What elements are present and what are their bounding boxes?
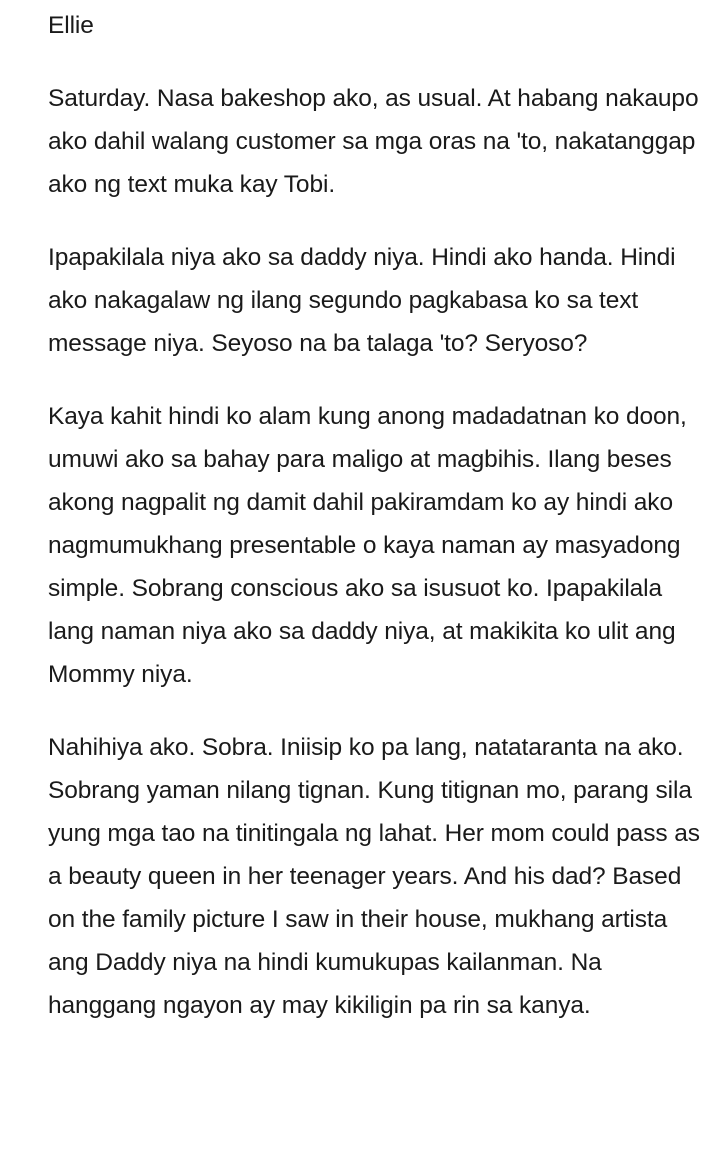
paragraph-1: Saturday. Nasa bakeshop ako, as usual. At habang nakaupo ako dahil walang customer sa mga oras na 'to, nakatanggap ako ng text muka kay Tobi. — [48, 85, 699, 198]
paragraph-2: Ipapakilala niya ako sa daddy niya. Hindi ako handa. Hindi ako nakagalaw ng ilang segundo pagkabasa ko sa text message niya. Seyoso na ba talaga 'to? Seryoso? — [48, 244, 676, 357]
story-text — [48, 4, 708, 1057]
narrator-heading: Ellie — [48, 12, 94, 39]
paragraph-3: Kaya kahit hindi ko alam kung anong madadatnan ko doon, umuwi ako sa bahay para maligo at magbihis. Ilang beses akong nagpalit ng damit dahil pakiramdam ko ay hindi ako nagmumukhang presentable o kaya naman ay masyadong simple. Sobrang conscious ako sa isusuot ko. Ipapakilala lang naman niya ako sa daddy niya, at makikita ko ulit ang Mommy niya. — [48, 403, 687, 688]
paragraph-4: Nahihiya ako. Sobra. Iniisip ko pa lang, natataranta na ako. Sobrang yaman nilang tignan. Kung titignan mo, parang sila yung mga tao na tinitingala ng lahat. Her mom could pass as a beauty queen in her teenager years. And his dad? Based on the family picture I saw in their house, mukhang artista ang Daddy niya na hindi kumukupas kailanman. Na hanggang ngayon ay may kikiligin pa rin sa kanya. — [48, 734, 700, 1019]
